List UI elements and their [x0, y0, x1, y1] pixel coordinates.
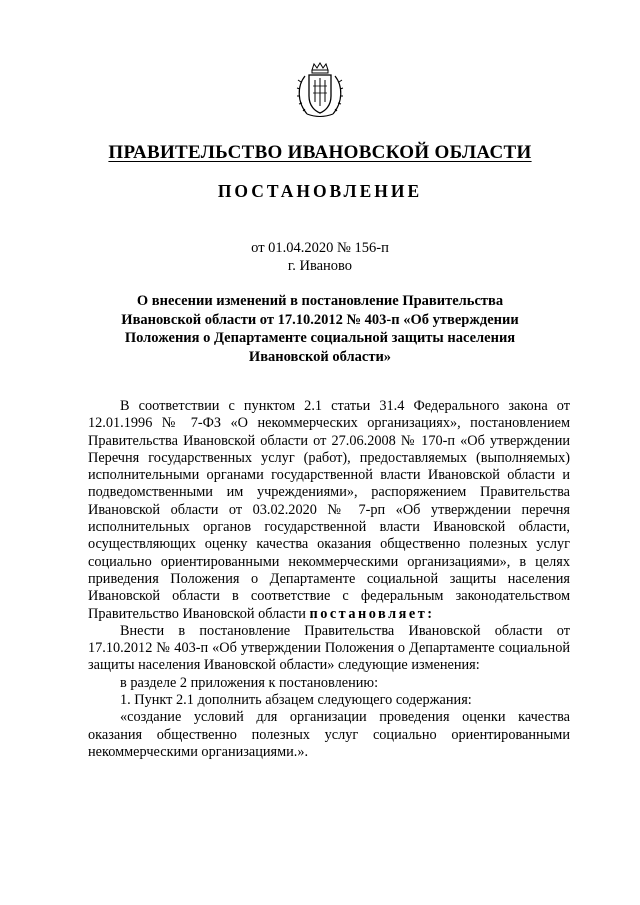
- paragraph-3: 1. Пункт 2.1 дополнить абзацем следующего содержания:: [120, 692, 472, 709]
- date-number: от 01.04.2020 № 156-п: [251, 240, 389, 256]
- document-body: [88, 398, 570, 761]
- coat-of-arms-icon: [295, 62, 345, 120]
- document-type: ПОСТАНОВЛЕНИЕ: [217, 181, 423, 201]
- document-subject: О внесении изменений в постановление Правительства Ивановской области от 17.10.2012 № 403-п «Об утверждении Положения о Департаменте социальной защиты населения Ивановской области»: [121, 293, 519, 365]
- resolves-text: постановляет:: [309, 605, 435, 622]
- paragraph-1: Внести в постановление Правительства Ивановской области от 17.10.2012 № 403-п «Об утверждении Положения о Департаменте социальной защиты населения Ивановской области» следующие изменения:: [88, 622, 570, 674]
- organization-title: ПРАВИТЕЛЬСТВО ИВАНОВСКОЙ ОБЛАСТИ: [108, 142, 532, 163]
- paragraph-2: в разделе 2 приложения к постановлению:: [120, 674, 379, 691]
- preamble-text: В соответствии с пунктом 2.1 статьи 31.4 Федерального закона от 12.01.1996 № 7-ФЗ «О некоммерческих организациях», постановлением Правительства Ивановской области от 27.06.2008 № 170-п «Об утверждении Перечня государственных услуг (работ), предоставляемых (выполняемых) исполнительными органами государственной власти Ивановской области и подведомственными им учреждениями», распоряжением Правительства Ивановской области от 03.02.2020 № 7-рп «Об утверждении перечня исполнительных органов государственной власти Ивановской области, осуществляющих оценку качества оказания общественно полезных услуг социально ориентированными некоммерческими организациями», в целях приведения Положения о Департаменте социальной защиты населения Ивановской области в соответствие с федеральным законодательством Правительство Ивановской области: [88, 398, 570, 622]
- paragraph-4: «создание условий для организации проведения оценки качества оказания общественно полезных услуг социально ориентированными некоммерческими организациями.».: [88, 709, 570, 760]
- city: г. Иваново: [287, 258, 353, 274]
- preamble-paragraph: [88, 398, 570, 623]
